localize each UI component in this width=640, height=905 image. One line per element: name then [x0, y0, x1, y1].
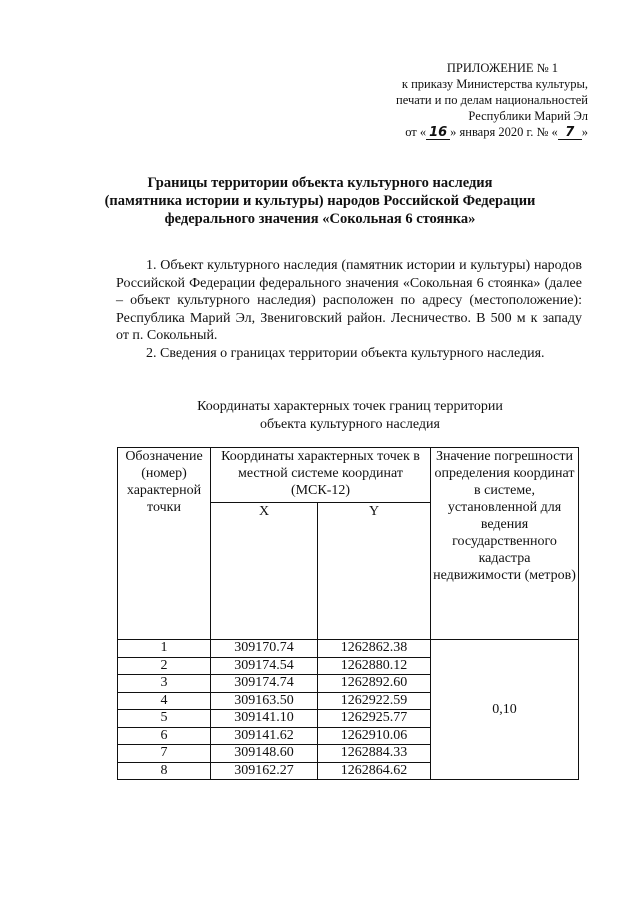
- appendix-line-3: печати и по делам национальностей: [396, 93, 588, 107]
- title-line-2: (памятника истории и культуры) народов Российской Федерации: [104, 193, 536, 209]
- date-middle: » января 2020 г. № «: [450, 125, 558, 139]
- table-caption-line-1: Координаты характерных точек границ территории: [197, 399, 503, 414]
- x-coordinate-cell: 309174.74: [211, 675, 318, 693]
- y-coordinate-cell: 1262922.59: [318, 692, 431, 710]
- header-coordinates: Координаты характерных точек в местной системе координат (МСК-12): [211, 448, 431, 503]
- appendix-header: [348, 60, 588, 140]
- document-title: [60, 174, 580, 228]
- table-row: [118, 640, 579, 658]
- point-number-cell: 2: [118, 657, 211, 675]
- appendix-title: ПРИЛОЖЕНИЕ № 1: [446, 61, 558, 75]
- point-number-cell: 8: [118, 762, 211, 780]
- handwritten-number: 7: [558, 126, 582, 140]
- paragraph-1: 1. Объект культурного наследия (памятник истории и культуры) народов Российской Федерации федерального значения «Сокольная 6 стоянка» (далее – объект культурного наследия) расположен по адресу (местоположение): Республика Марий Эл, Звениговский район. Лесничество. В 500 м к западу от п. Сокольный.: [116, 258, 582, 343]
- table-caption-line-2: объекта культурного наследия: [260, 417, 440, 432]
- x-coordinate-cell: 309163.50: [211, 692, 318, 710]
- paragraph-2: 2. Сведения о границах территории объекта культурного наследия.: [146, 345, 545, 361]
- point-number-cell: 3: [118, 675, 211, 693]
- y-coordinate-cell: 1262884.33: [318, 745, 431, 763]
- point-number-cell: 5: [118, 710, 211, 728]
- y-coordinate-cell: 1262910.06: [318, 727, 431, 745]
- x-coordinate-cell: 309141.10: [211, 710, 318, 728]
- point-number-cell: 1: [118, 640, 211, 658]
- header-point-number: Обозначение (номер) характерной точки: [118, 448, 211, 640]
- point-number-cell: 4: [118, 692, 211, 710]
- document-body: [116, 257, 582, 362]
- table-header-row: [118, 448, 579, 503]
- point-number-cell: 6: [118, 727, 211, 745]
- header-accuracy: Значение погрешности определения координат в системе, установленной для ведения государственного кадастра недвижимости (метров): [431, 448, 579, 640]
- appendix-date-line: [348, 124, 588, 140]
- coordinates-table: [117, 447, 579, 780]
- title-line-1: Границы территории объекта культурного наследия: [147, 175, 493, 191]
- handwritten-day: 16: [426, 126, 450, 140]
- date-suffix: »: [581, 125, 588, 139]
- x-coordinate-cell: 309174.54: [211, 657, 318, 675]
- y-coordinate-cell: 1262880.12: [318, 657, 431, 675]
- accuracy-value-cell: 0,10: [431, 640, 579, 780]
- header-y: Y: [318, 503, 431, 640]
- y-coordinate-cell: 1262864.62: [318, 762, 431, 780]
- header-x: X: [211, 503, 318, 640]
- y-coordinate-cell: 1262862.38: [318, 640, 431, 658]
- x-coordinate-cell: 309148.60: [211, 745, 318, 763]
- date-prefix: от «: [405, 125, 427, 139]
- y-coordinate-cell: 1262892.60: [318, 675, 431, 693]
- appendix-line-4: Республики Марий Эл: [468, 109, 588, 123]
- x-coordinate-cell: 309170.74: [211, 640, 318, 658]
- x-coordinate-cell: 309141.62: [211, 727, 318, 745]
- y-coordinate-cell: 1262925.77: [318, 710, 431, 728]
- appendix-line-2: к приказу Министерства культуры,: [401, 77, 588, 91]
- table-caption: [120, 398, 580, 434]
- point-number-cell: 7: [118, 745, 211, 763]
- title-line-3: федерального значения «Сокольная 6 стоянка»: [164, 211, 476, 227]
- x-coordinate-cell: 309162.27: [211, 762, 318, 780]
